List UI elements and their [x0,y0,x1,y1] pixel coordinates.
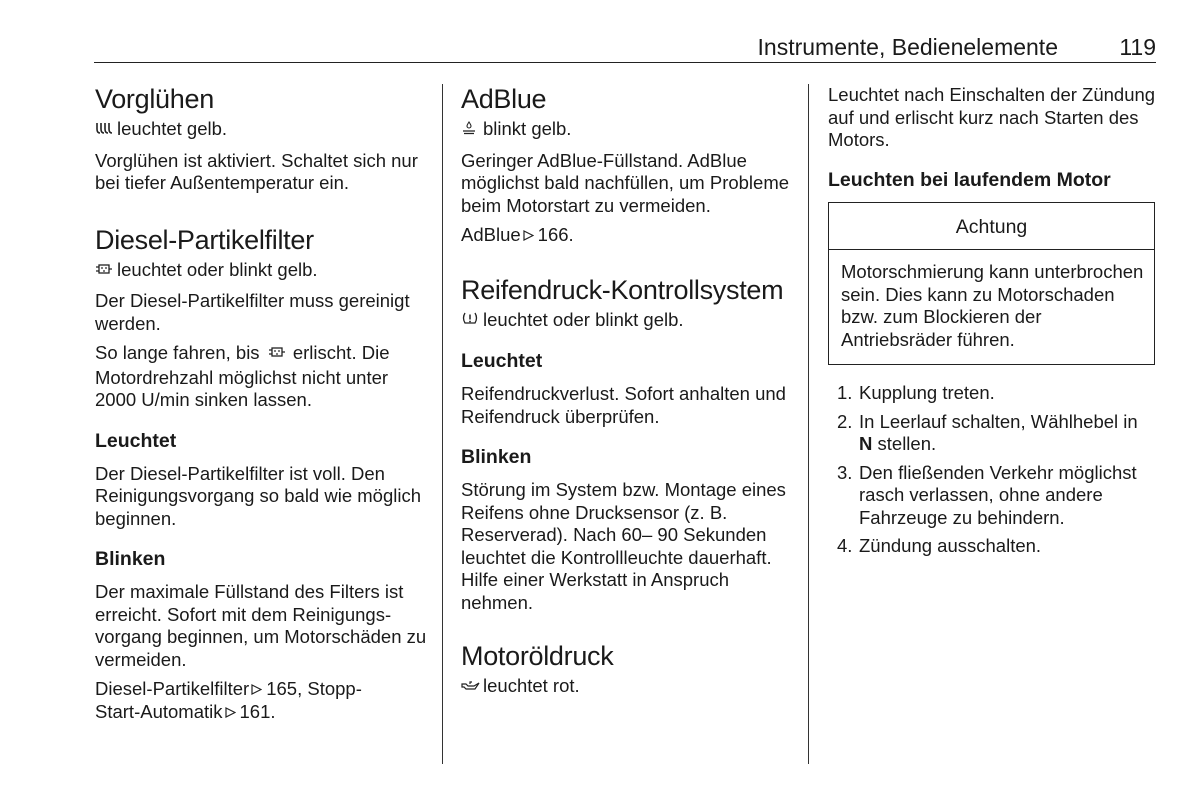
step-number: 1. [837,382,853,403]
oil-can-icon [461,677,483,700]
adblue-indicator-text: blinkt gelb. [483,118,572,139]
oil-intro-text: Leuchtet nach Einschalten der Zündung auf und erlischt kurz nach Starten des Motors. [828,84,1156,150]
page-reference-arrow-icon [225,707,236,718]
vorgluehen-indicator-line [95,118,430,143]
glow-plug-icon [95,120,117,143]
diesel-particulate-filter-icon [268,344,288,367]
oil-indicator-line [461,675,796,700]
section-heading-oil-pressure: Motoröldruck [461,641,614,671]
page-reference-arrow-icon [251,684,262,695]
warning-text: Motorschmierung kann unterbrochen sein. Dies kann zu Motorschaden bzw. zum Blockieren der Antriebsräder führen. [841,261,1144,350]
step-text: Zündung ausschalten. [859,535,1042,556]
column-1 [95,84,430,723]
dpf-blinken-text: Der maximale Füllstand des Filters ist erreicht. Sofort mit dem Reinigungsvorgang beginnen, um Motorschäden zu vermeiden. [95,581,427,670]
vorgluehen-indicator-text: leuchtet gelb. [117,118,228,139]
tpms-indicator-line [461,309,796,334]
tpms-indicator-text: leuchtet oder blinkt gelb. [483,308,684,330]
adblue-icon [461,120,483,143]
dpf-leuchtet-text: Der Diesel-Partikelfilter ist voll. Den Reinigungsvorgang so bald wie möglich beginnen. [95,462,421,529]
dpf-description-2 [95,342,430,412]
tpms-leuchtet-text: Reifendruckverlust. Sofort anhalten und Reifendruck überprüfen. [461,383,786,427]
subheading-leuchtet: Leuchtet [95,429,177,452]
dpf-references [95,678,430,723]
vorgluehen-description: Vorglühen ist aktiviert. Schaltet sich nur bei tiefer Außentemperatur ein. [95,149,418,193]
dpf-description-2-start: So lange fahren, bis [95,342,260,363]
reference-page[interactable]: 165, Stopp- [266,678,362,699]
column-divider-1 [442,84,443,764]
oil-indicator-text: leuchtet rot. [483,675,580,696]
section-heading-dpf: Diesel-Partikelfilter [95,224,314,255]
tire-pressure-icon [461,310,483,334]
list-item [828,462,1158,530]
subheading-running-engine: Leuchten bei laufendem Motor [828,168,1111,191]
subheading-leuchtet: Leuchtet [461,350,543,372]
subheading-blinken: Blinken [95,548,166,570]
list-item [828,382,1158,405]
diesel-particulate-filter-icon [95,261,117,284]
gear-position-key: N [859,433,873,454]
step-number: 4. [837,535,853,556]
reference-page[interactable]: 161. [239,700,276,722]
step-text: Den fließenden Verkehr möglichst rasch verlassen, ohne andere Fahrzeuge zu behindern. [859,461,1137,528]
reference-text: AdBlue [461,224,521,245]
section-heading-tpms: Reifendruck-Kontrollsystem [461,274,784,305]
step-text: In Leerlauf schalten, Wählhebel in [859,410,1138,432]
tpms-blinken-text: Störung im System bzw. Montage eines Reifens ohne Drucksensor (z. B. Reserverad). Nach 60– 90 Sekunden leuchtet die Kontrollleuchte dauerhaft. Hilfe einer Werkstatt in Anspruch nehmen. [461,479,786,613]
section-heading-vorgluehen: Vorglühen [95,84,214,114]
reference-page[interactable]: 166. [537,224,574,245]
reference-text: Start-Automatik [95,700,223,722]
dpf-description-2-end: erlischt. Die Motordrehzahl möglichst nicht unter 2000 U/min sinken lassen. [95,342,390,410]
dpf-indicator-text: leuchtet oder blinkt gelb. [117,258,318,280]
warning-title: Achtung [829,203,1154,251]
adblue-reference [461,224,796,247]
subheading-blinken: Blinken [461,446,532,468]
adblue-indicator-line [461,118,796,143]
header-divider [94,62,1156,63]
column-divider-2 [808,84,809,764]
reference-text: Diesel-Partikelfilter [95,678,250,699]
warning-box [828,202,1155,366]
adblue-description: Geringer AdBlue-Füllstand. AdBlue möglichst bald nachfüllen, um Probleme beim Motorstart zu vermeiden. [461,149,790,216]
section-heading-adblue: AdBlue [461,84,547,114]
list-item [828,535,1158,558]
dpf-description-1: Der Diesel-Partikelfilter muss gereinigt werden. [95,290,410,334]
column-3 [828,84,1158,558]
page-reference-arrow-icon [523,230,534,241]
dpf-indicator-line [95,259,430,284]
step-number: 3. [837,461,853,483]
step-text: Kupplung treten. [859,382,995,403]
chapter-title: Instrumente, Bedienelemente [757,34,1058,60]
step-number: 2. [837,410,853,432]
column-2 [461,84,796,700]
steps-list [828,382,1158,558]
list-item [828,411,1158,456]
page-number: 119 [1119,34,1156,60]
step-text: stellen. [877,433,937,454]
